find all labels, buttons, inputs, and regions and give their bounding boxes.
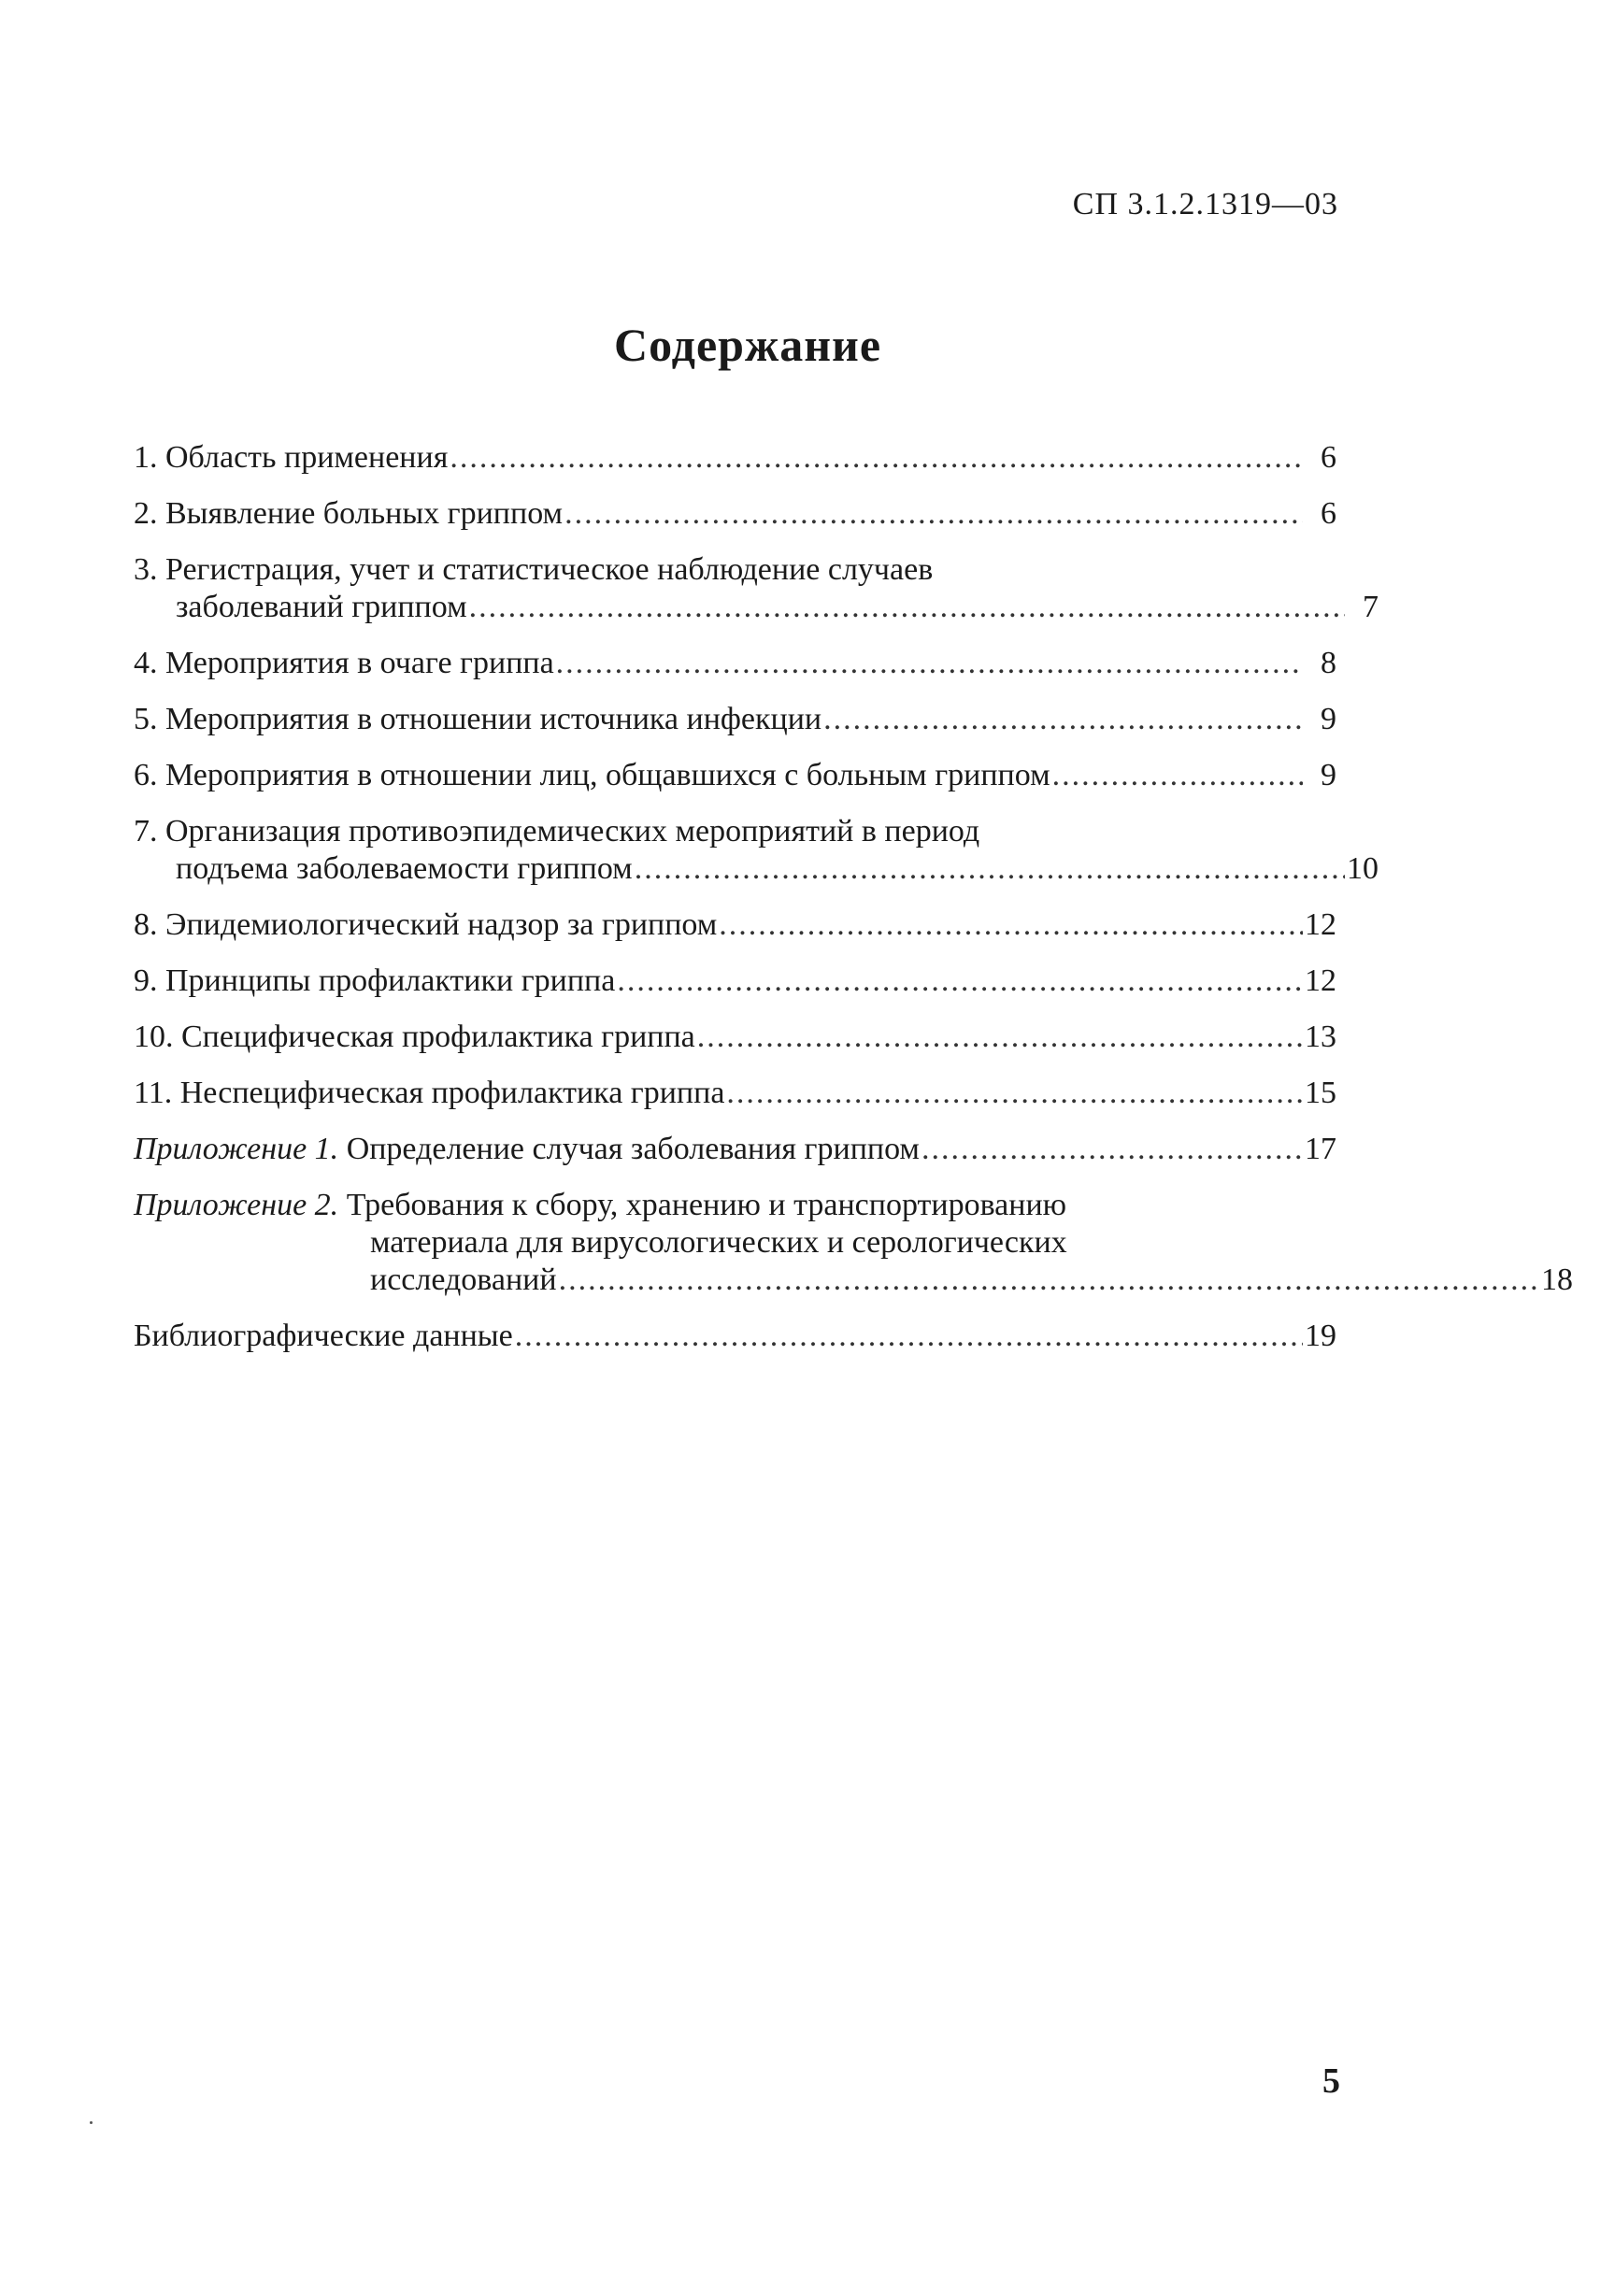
dot-leader: [726, 1075, 1303, 1112]
dot-leader: [564, 495, 1303, 533]
toc-entry-page: 12: [1305, 963, 1336, 998]
page-number: 5: [1322, 2061, 1340, 2101]
toc-entry-title: 11. Неспецифическая профилактика гриппа: [134, 1076, 725, 1110]
toc-entry-page: 10: [1347, 851, 1379, 886]
dot-leader: [515, 1318, 1303, 1355]
page-title: Содержание: [613, 319, 882, 371]
dot-leader: [635, 850, 1345, 888]
toc-entry-title-line3: исследований: [370, 1262, 557, 1297]
toc-entry-page: 9: [1321, 702, 1336, 736]
toc-entry-6[interactable]: [134, 757, 1336, 794]
toc-entry-title-line1: Требования к сбору, хранению и транспортированию: [346, 1188, 1067, 1222]
toc-entry-11[interactable]: [134, 1075, 1336, 1112]
toc-entry-page: 6: [1321, 440, 1336, 475]
toc-entry-title: 2. Выявление больных гриппом: [134, 496, 564, 531]
toc-entry-title: 8. Эпидемиологический надзор за гриппом: [134, 907, 718, 942]
document-code: СП 3.1.2.1319—03: [1072, 187, 1338, 221]
toc-entry-8[interactable]: [134, 906, 1336, 944]
dot-leader: [469, 589, 1345, 626]
toc-entry-page: 18: [1541, 1262, 1573, 1297]
toc-entry-title-line1: 7. Организация противоэпидемических мероприятий в период: [134, 814, 980, 849]
toc-entry-page: 8: [1321, 646, 1336, 680]
toc-entry-1[interactable]: [134, 439, 1336, 477]
dot-leader: [617, 963, 1303, 1000]
appendix-label: Приложение 1.: [134, 1132, 339, 1166]
toc-entry-9[interactable]: [134, 963, 1336, 1000]
dot-leader: [556, 645, 1303, 682]
dot-leader: [559, 1262, 1539, 1299]
toc-entry-title: Определение случая заболевания гриппом: [346, 1132, 920, 1166]
toc-entry-title-line2: заболеваний гриппом: [176, 590, 467, 624]
table-of-contents: [134, 439, 1573, 1374]
toc-entry-7[interactable]: [134, 813, 1379, 888]
toc-entry-title: Библиографические данные: [134, 1319, 513, 1353]
toc-entry-page: 12: [1305, 907, 1336, 942]
toc-entry-3[interactable]: [134, 551, 1379, 626]
toc-entry-10[interactable]: [134, 1019, 1336, 1056]
toc-entry-page: 6: [1321, 496, 1336, 531]
toc-entry-appendix-1[interactable]: [134, 1131, 1336, 1168]
dot-leader: [823, 701, 1303, 738]
toc-entry-title: 10. Специфическая профилактика гриппа: [134, 1020, 695, 1054]
toc-entry-bibliography[interactable]: [134, 1318, 1336, 1355]
toc-entry-title: 9. Принципы профилактики гриппа: [134, 963, 616, 998]
toc-entry-title-line1: 3. Регистрация, учет и статистическое наблюдение случаев: [134, 552, 934, 587]
toc-entry-title: 5. Мероприятия в отношении источника инфекции: [134, 702, 822, 736]
toc-entry-title: 6. Мероприятия в отношении лиц, общавшихся с больным гриппом: [134, 758, 1050, 792]
dot-leader: [921, 1131, 1303, 1168]
dot-leader: [697, 1019, 1303, 1056]
toc-entry-page: 15: [1305, 1076, 1336, 1110]
toc-entry-5[interactable]: [134, 701, 1336, 738]
scan-speck: [90, 2121, 93, 2124]
appendix-label: Приложение 2.: [134, 1188, 339, 1222]
toc-entry-title: 1. Область применения: [134, 440, 449, 475]
toc-entry-page: 17: [1305, 1132, 1336, 1166]
dot-leader: [450, 439, 1303, 477]
dot-leader: [1052, 757, 1303, 794]
toc-entry-title-line2: материала для вирусологических и серологических: [370, 1225, 1067, 1260]
toc-entry-appendix-2[interactable]: [134, 1187, 1573, 1299]
toc-entry-title-line2: подъема заболеваемости гриппом: [176, 851, 633, 886]
dot-leader: [719, 906, 1303, 944]
toc-entry-4[interactable]: [134, 645, 1336, 682]
toc-entry-title: 4. Мероприятия в очаге гриппа: [134, 646, 554, 680]
toc-entry-2[interactable]: [134, 495, 1336, 533]
toc-entry-page: 9: [1321, 758, 1336, 792]
toc-entry-page: 19: [1305, 1319, 1336, 1353]
toc-entry-page: 7: [1363, 590, 1379, 624]
toc-entry-page: 13: [1305, 1020, 1336, 1054]
